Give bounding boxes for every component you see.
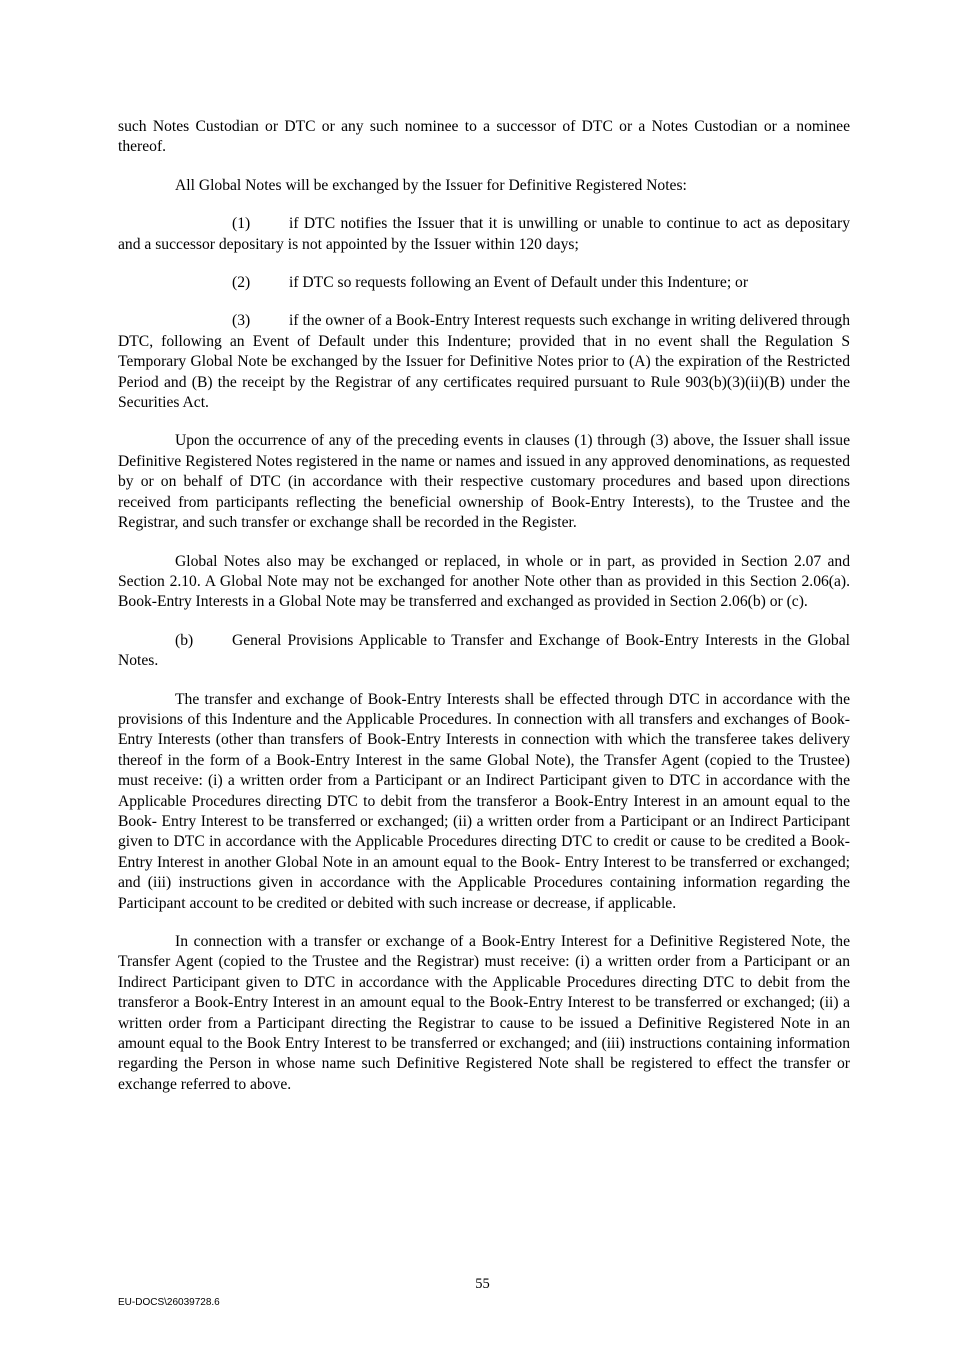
paragraph-definitive-note-transfer: In connection with a transfer or exchange of a Book-Entry Interest for a Definitive Registered Note, the Transfer Agent (copied to the Trustee and the Registrar) must receive: (i) a written order from a Participant or an Indirect Participant given to DTC in accordance with the Applicable Procedures directing DTC to debit from the transferor a Book-Entry Interest in an amount equal to the Book-Entry Interest to be transferred or exchanged; (ii) a written order from a Participant directing the Registrar to cause to be issued a Definitive Registered Note in an amount equal to the Book Entry Interest to be transferred or exchanged; and (iii) instructions containing information regarding the Person in whose name such Definitive Registered Note shall be registered to effect the transfer or exchange referred to above. [118,933,850,1093]
section-label: (b) [175,631,194,649]
clause-text: if the owner of a Book-Entry Interest requests such exchange in writing delivered through DTC, following an Event of Default under this Indenture; provided that in no event shall the Regulation S Temporary Global Note be exchanged by the Issuer for Definitive Notes prior to (A) the expiration of the Restricted Period and (B) the receipt by the Registrar of any certificates required pursuant to Rule 903(b)(3)(ii)(B) under the Securities Act. [118,312,850,412]
page-number: 55 [475,1276,490,1292]
paragraph-transfer-exchange: The transfer and exchange of Book-Entry Interests shall be effected through DTC in accordance with the provisions of this Indenture and the Applicable Procedures. In connection with all transfers and exchanges of Book-Entry Interests (other than transfers of Book-Entry Interests in connection with which the transferee takes delivery thereof in the form of a Book-Entry Interest in the same Global Note), the Transfer Agent (copied to the Trustee) must receive: (i) a written order from a Participant or an Indirect Participant given to DTC in accordance with the Applicable Procedures directing DTC to debit from the transferor a Book-Entry Interest in an amount equal to the Book- Entry Interest to be transferred or exchanged; (ii) a written order from a Participant or an Indirect Participant given to DTC in accordance with the Applicable Procedures directing DTC to credit or cause to be credited a Book-Entry Interest in another Global Note in an amount equal to the Book- Entry Interest to be transferred or exchanged; and (iii) instructions given in accordance with the Applicable Procedures containing information regarding the Participant account to be credited or debited with such increase or decrease, if applicable. [118,690,850,912]
clause-1 [118,214,850,255]
clause-2 [118,273,850,293]
clause-label: (3) [232,312,251,330]
clause-text: if DTC so requests following an Event of Default under this Indenture; or [289,274,749,292]
paragraph-upon-occurrence: Upon the occurrence of any of the preceding events in clauses (1) through (3) above, the Issuer shall issue Definitive Registered Notes registered in the name or names and issued in any approved denominations, as requested by or on behalf of DTC (in accordance with their respective customary procedures and based upon directions received from participants reflecting the beneficial ownership of Book-Entry Interests), to the Trustee and the Registrar, and such transfer or exchange shall be recorded in the Register. [118,432,850,532]
clause-label: (1) [232,215,251,233]
paragraph-global-notes-exchange: All Global Notes will be exchanged by the Issuer for Definitive Registered Notes: [175,176,687,194]
paragraph-continuation: such Notes Custodian or DTC or any such nominee to a successor of DTC or a Notes Custodian or a nominee thereof. [118,118,850,156]
document-reference: EU-DOCS\26039728.6 [118,1297,220,1308]
clause-3 [118,311,850,413]
paragraph-global-notes-replaced: Global Notes also may be exchanged or replaced, in whole or in part, as provided in Section 2.07 and Section 2.10. A Global Note may not be exchanged for another Note other than as provided in this Section 2.06(a). Book-Entry Interests in a Global Note may be transferred and exchanged as provided in Section 2.06(b) or (c). [118,552,850,611]
clause-label: (2) [232,274,251,292]
section-heading-b [118,631,850,672]
clause-text: if DTC notifies the Issuer that it is unwilling or unable to continue to act as depositary and a successor depositary is not appointed by the Issuer within 120 days; [118,215,850,253]
document-body [118,117,850,1113]
section-heading-text: General Provisions Applicable to Transfer and Exchange of Book-Entry Interests in the Global Notes. [118,631,850,670]
